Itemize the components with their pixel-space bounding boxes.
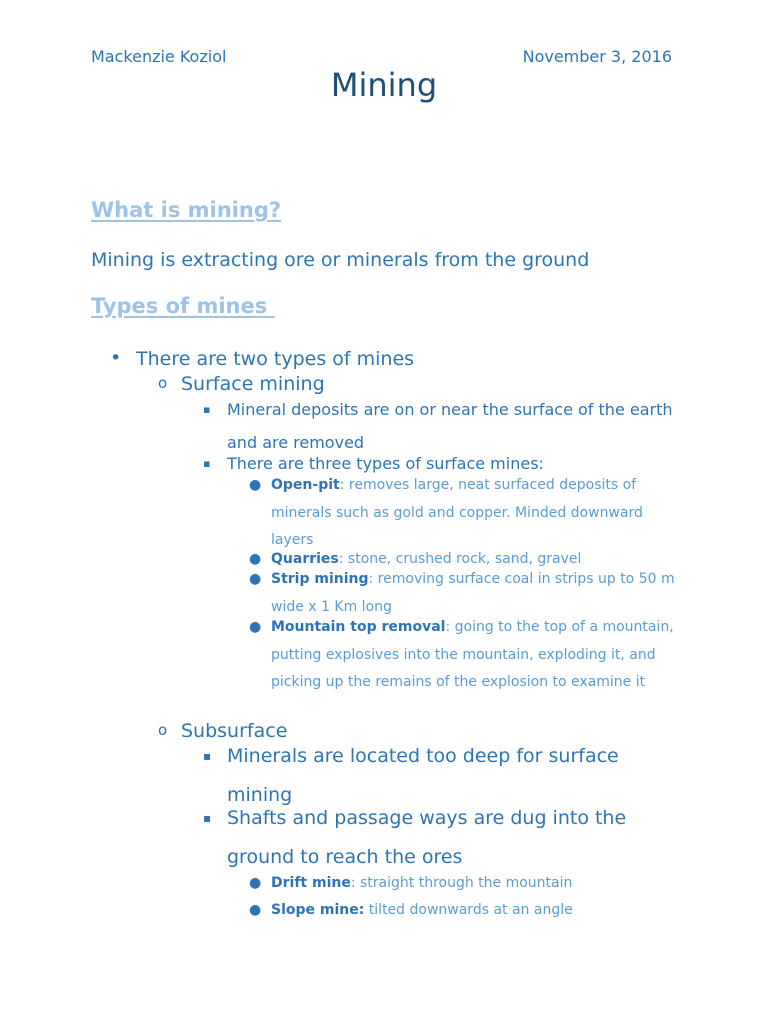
list-item-surface-mining <box>158 373 325 395</box>
list-item-subsurface-point <box>203 799 657 877</box>
square-bullet-icon: ▪ <box>203 811 212 825</box>
list-item-strip-mining <box>249 566 681 621</box>
list-item-text: Minerals are located too deep for surface mining <box>227 745 619 806</box>
term-description: : stone, crushed rock, sand, gravel <box>338 551 582 567</box>
list-item-text: There are two types of mines <box>136 348 415 370</box>
term-description: : straight through the mountain <box>350 875 573 891</box>
dot-bullet-icon: ● <box>249 619 262 635</box>
document-date: November 3, 2016 <box>522 47 672 66</box>
list-item-text: Shafts and passage ways are dug into the ground to reach the ores <box>227 807 627 868</box>
dot-bullet-icon: ● <box>249 477 262 493</box>
dot-bullet-icon: ● <box>249 571 262 587</box>
list-item-text: Subsurface <box>181 720 288 742</box>
circle-bullet-icon: o <box>158 721 168 739</box>
circle-bullet-icon: o <box>158 374 168 392</box>
author-name: Mackenzie Koziol <box>91 47 227 66</box>
term-description: : removes large, neat surfaced deposits of minerals such as gold and copper. Minded downward layers <box>271 477 643 548</box>
dot-bullet-icon: ● <box>249 551 262 567</box>
square-bullet-icon: ▪ <box>203 749 212 763</box>
dot-bullet-icon: ● <box>249 902 262 918</box>
term-strip-mining: Strip mining <box>271 571 369 587</box>
list-item-open-pit <box>249 472 681 555</box>
list-item-drift-mine <box>249 870 681 898</box>
bullet-icon: • <box>110 347 122 369</box>
mining-definition: Mining is extracting ore or minerals from the ground <box>91 249 590 271</box>
list-item-text: There are three types of surface mines: <box>227 454 544 473</box>
term-description: : removing surface coal in strips up to 50 m wide x 1 Km long <box>271 571 675 615</box>
list-item-text: Mineral deposits are on or near the surface of the earth and are removed <box>227 400 673 452</box>
page-title: Mining <box>330 66 438 104</box>
square-bullet-icon: ▪ <box>203 403 211 416</box>
list-item-mountain-top-removal <box>249 614 681 697</box>
list-item-slope-mine <box>249 897 681 925</box>
term-description: tilted downwards at an angle <box>364 902 573 918</box>
list-item-text: Surface mining <box>181 373 325 395</box>
heading-what-is-mining: What is mining? <box>91 198 282 222</box>
list-item-two-types <box>110 347 415 370</box>
term-open-pit: Open-pit <box>271 477 340 493</box>
square-bullet-icon: ▪ <box>203 457 211 470</box>
term-quarries: Quarries <box>271 551 339 567</box>
heading-types-of-mines: Types of mines <box>91 294 275 318</box>
dot-bullet-icon: ● <box>249 875 262 891</box>
term-description: : going to the top of a mountain, putting explosives into the mountain, exploding it, and picking up the remains of the explosion to examine it <box>271 619 674 690</box>
term-slope-mine: Slope mine: <box>271 902 365 918</box>
term-mountain-top-removal: Mountain top removal <box>271 619 446 635</box>
term-drift-mine: Drift mine <box>271 875 351 891</box>
